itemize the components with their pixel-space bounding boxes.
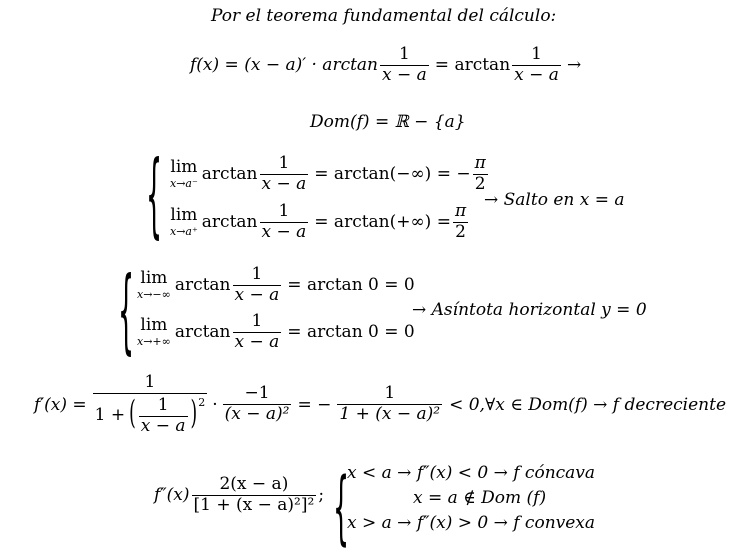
f-def-lhs: f(x) = (x − a)′ · arctan [190, 55, 379, 76]
jump-l2-frac [260, 203, 309, 242]
jump-l1-lim-word: lim [170, 157, 198, 178]
deriv-tail: < 0,∀x ∈ Dom(f) → f decreciente [449, 394, 726, 415]
second-den: [1 + (x − a)²]² [193, 494, 315, 515]
deriv-lhs: f′(x) = [34, 394, 87, 415]
left-brace-asymptote: { [118, 256, 135, 364]
asym-l1-lim-sub: x→−∞ [137, 288, 171, 302]
second-lhs: f″(x) [154, 485, 190, 506]
jump-l2-fn: arctan [201, 212, 258, 233]
asym-l2-num: 1 [251, 311, 263, 331]
jump-l1-eq: = arctan(−∞) = − [314, 164, 471, 185]
first-derivative [34, 374, 726, 436]
deriv-frac-b [223, 385, 292, 424]
deriv-eq: = − [297, 394, 332, 415]
asym-l2-den: x − a [234, 331, 280, 352]
jump-l1-lim-sub: x→a⁻ [170, 177, 198, 191]
jump-l2-rden: 2 [455, 221, 466, 242]
domain-line: Dom(f) = ℝ − {a} [310, 112, 466, 132]
deriv-c-num: 1 [384, 383, 396, 404]
jump-l2-eq: = arctan(+∞) = [314, 212, 451, 233]
f-definition [190, 46, 581, 85]
deriv-frac-c [337, 385, 442, 424]
jump-l1-frac [260, 155, 309, 194]
deriv-a-num: 1 [144, 372, 156, 392]
deriv-b-num: −1 [244, 383, 270, 404]
f-def-arrow: → [566, 55, 582, 76]
jump-l1-num: 1 [278, 153, 290, 173]
intro-text: Por el teorema fundamental del cálculo: [211, 6, 557, 26]
second-sep: ; [318, 485, 325, 506]
jump-l1-rnum: π [474, 153, 486, 173]
deriv-b-den: (x − a)² [224, 404, 290, 425]
f-def-frac2-num: 1 [531, 44, 542, 64]
f-def-fraction-1 [380, 46, 429, 85]
deriv-a-den: 1 + ( $\frac{1}{x - a}$ ) 2 [94, 394, 206, 436]
concavity-case-2: x = a ∉ Dom (f) [413, 488, 547, 508]
deriv-a-inner-num: 1 [157, 394, 169, 415]
deriv-frac-a [93, 374, 208, 436]
jump-l2-result [453, 203, 468, 242]
deriv-a-inner-frac [139, 394, 188, 436]
f-def-fraction-2 [512, 46, 561, 85]
jump-l2-rnum: π [454, 201, 467, 221]
asym-l2-eq: = arctan 0 = 0 [287, 322, 415, 343]
jump-l1-rden: 2 [474, 173, 486, 194]
deriv-a-den-pre: 1 + [94, 405, 126, 426]
f-def-frac1-num: 1 [398, 44, 410, 64]
jump-l2-lim-word: lim [170, 205, 198, 226]
jump-conclusion: → Salto en x = a [484, 190, 625, 210]
deriv-dot: · [212, 394, 218, 415]
jump-l2-den: x − a [261, 221, 307, 242]
asym-l2-lim [137, 317, 171, 347]
second-derivative [154, 476, 324, 515]
f-def-frac2-den: x − a [514, 64, 559, 85]
second-frac [192, 476, 317, 515]
asym-l1-lim-word: lim [140, 268, 168, 289]
asym-l1-num: 1 [251, 264, 263, 284]
asym-l1-eq: = arctan 0 = 0 [287, 275, 415, 296]
jump-l2-lim [170, 207, 198, 237]
jump-l1-lim [170, 159, 198, 189]
jump-limit-left [170, 155, 490, 194]
asym-l2-frac [233, 313, 282, 352]
asym-l1-lim [137, 270, 171, 300]
second-num: 2(x − a) [219, 474, 289, 494]
asym-l2-fn: arctan [174, 322, 231, 343]
jump-l2-num: 1 [278, 201, 290, 221]
jump-l1-den: x − a [261, 173, 307, 194]
asym-conclusion: → Asíntota horizontal y = 0 [412, 300, 647, 320]
asym-limit-neg [137, 266, 415, 305]
concavity-case-1: x < a → f″(x) < 0 → f cóncava [347, 463, 596, 483]
jump-l1-result [473, 155, 488, 194]
asym-l2-lim-sub: x→+∞ [137, 335, 171, 349]
deriv-a-sup: 2 [198, 395, 206, 409]
asym-limit-pos [137, 313, 415, 352]
asym-l1-fn: arctan [174, 275, 231, 296]
deriv-c-den: 1 + (x − a)² [339, 404, 441, 425]
deriv-a-inner-den: x − a [140, 415, 186, 436]
jump-limit-right [170, 203, 470, 242]
asym-l1-frac [233, 266, 282, 305]
concavity-case-3: x > a → f″(x) > 0 → f convexa [347, 513, 596, 533]
asym-l1-den: x − a [234, 284, 280, 305]
jump-l2-lim-sub: x→a⁺ [170, 225, 198, 239]
jump-l1-fn: arctan [201, 164, 258, 185]
left-brace-concavity: { [333, 459, 350, 554]
f-def-mid: = arctan [434, 55, 511, 76]
f-def-frac1-den: x − a [382, 64, 427, 85]
asym-l2-lim-word: lim [140, 315, 168, 336]
left-brace-jump: { [146, 140, 163, 248]
